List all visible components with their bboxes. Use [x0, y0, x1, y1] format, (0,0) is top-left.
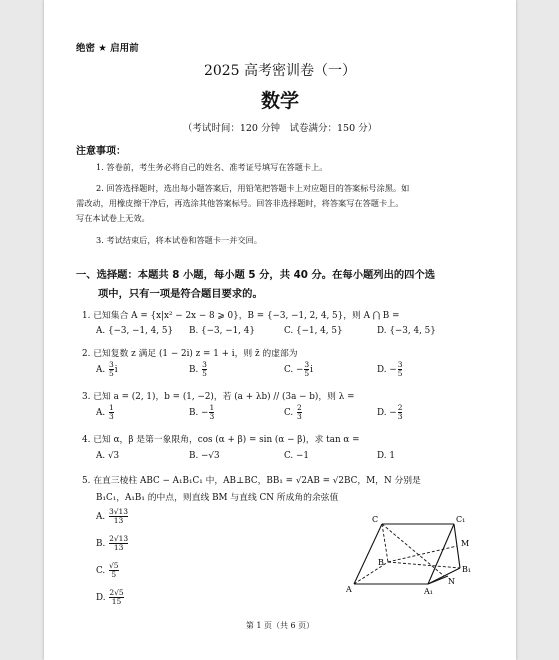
- note-item-2-line1: 2. 回答选择题时，选出每小题答案后，用铅笔把答题卡上对应题目的答案标号涂黑。如: [96, 183, 410, 193]
- prism-figure: [344, 512, 474, 602]
- q5-c-fraction: $\frac{√5}{5}$: [109, 561, 119, 579]
- q2-option-a: A. $\frac{3}{5}$ i: [96, 360, 118, 378]
- page-footer: 第 1 页（共 6 页）: [245, 621, 315, 630]
- q1-option-b: B. {−3, −1, 4}: [189, 326, 255, 336]
- q5-a-fraction: $\frac{3√13}{13}$: [108, 507, 129, 525]
- q3-option-c: C. $\frac{2}{3}$: [284, 403, 302, 421]
- q5-option-a: A. $\frac{3√13}{13}$: [96, 507, 129, 525]
- q3-b-fraction: $\frac{1}{3}$: [209, 403, 215, 421]
- q2-a-fraction: $\frac{3}{5}$: [108, 360, 114, 378]
- q1-option-a: A. {−3, −1, 4, 5}: [96, 326, 174, 336]
- q1-stem: 1. 已知集合 A = {x|x² − 2x − 8 ⩾ 0}，B = {−3, −1, 2, 4, 5}，则 A ⋂ B =: [82, 311, 400, 321]
- q4-option-d: D. 1: [377, 451, 395, 461]
- section-heading: [76, 266, 435, 304]
- q2-option-d: D. − $\frac{3}{5}$: [377, 360, 403, 378]
- q3-a-fraction: $\frac{1}{3}$: [108, 403, 114, 421]
- q5-stem-line2: B₁C₁，A₁B₁ 的中点，则直线 BM 与直线 CN 所成角的余弦值: [96, 493, 339, 503]
- notes-heading: 注意事项：: [76, 146, 126, 157]
- label-b1: B₁: [462, 565, 472, 574]
- label-a: A: [346, 585, 352, 594]
- note-item-2-line2: 需改动，用橡皮擦干净后，再选涂其他答案标号。回答非选择题时，将答案写在答题卡上。: [76, 198, 404, 208]
- q4-option-c: C. −1: [284, 451, 309, 461]
- q1-option-d: D. {−3, 4, 5}: [377, 326, 436, 336]
- confidential-label: 绝密 ★ 启用前: [76, 43, 139, 54]
- note-item-2-line3: 写在本试卷上无效。: [76, 213, 150, 223]
- q5-stem-line1: 5. 在直三棱柱 ABC − A₁B₁C₁ 中，AB⊥BC，BB₁ = √2AB = √2BC，M，N 分别是: [82, 476, 421, 486]
- q4-option-a: A. √3: [96, 451, 120, 461]
- hidden-edge-b-b1: [388, 562, 460, 568]
- q3-d-fraction: $\frac{2}{3}$: [397, 403, 403, 421]
- label-c1: C₁: [456, 515, 466, 524]
- note-item-1: 1. 答卷前，考生务必将自己的姓名、准考证号填写在答题卡上。: [96, 162, 328, 172]
- time-info: （考试时间：120 分钟 试卷满分：150 分）: [182, 123, 378, 134]
- q3-option-b: B. − $\frac{1}{3}$: [189, 403, 215, 421]
- subject-title: 数学: [260, 90, 299, 112]
- label-n: N: [448, 577, 455, 586]
- q2-b-fraction: $\frac{3}{5}$: [202, 360, 207, 378]
- q2-a-label: A.: [96, 365, 106, 375]
- q3-option-d: D. − $\frac{2}{3}$: [377, 403, 403, 421]
- q5-option-b: B. $\frac{2√13}{13}$: [96, 534, 129, 552]
- exam-page: [44, 0, 516, 660]
- q3-c-fraction: $\frac{2}{3}$: [297, 403, 302, 421]
- q5-option-c: C. $\frac{√5}{5}$: [96, 561, 119, 579]
- line-bm: [388, 546, 457, 562]
- hidden-edge-c-b: [382, 524, 388, 562]
- q1-option-c: C. {−1, 4, 5}: [284, 326, 343, 336]
- label-a1: A₁: [424, 587, 433, 596]
- q2-d-fraction: $\frac{3}{5}$: [397, 360, 403, 378]
- edge-c1-a1: [428, 524, 454, 584]
- label-b: B: [378, 558, 384, 567]
- section-line-2: 项中，只有一项是符合题目要求的。: [98, 288, 263, 300]
- q3-stem: 3. 已知 a = (2, 1)，b = (1, −2)，若 (a + λb) // (3a − b)，则 λ =: [82, 392, 355, 402]
- q2-option-b: B. $\frac{3}{5}$: [189, 360, 207, 378]
- q2-option-c: C. − $\frac{3}{5}$ i: [284, 360, 313, 378]
- q3-option-a: A. $\frac{1}{3}$: [96, 403, 114, 421]
- exam-title: 2025 高考密训卷（一）: [203, 63, 357, 79]
- q4-stem: 4. 已知 α，β 是第一象限角，cos (α + β) = sin (α − β)，求 tan α =: [82, 435, 360, 445]
- label-c: C: [372, 515, 379, 524]
- q2-c-fraction: $\frac{3}{5}$: [304, 360, 310, 378]
- label-m: M: [461, 539, 470, 548]
- note-item-3: 3. 考试结束后，将本试卷和答题卡一并交回。: [96, 235, 262, 245]
- q5-option-d: D. $\frac{2√5}{15}$: [96, 588, 124, 606]
- q2-stem: 2. 已知复数 z 满足 (1 − 2i) z = 1 + i，则 z̄ 的虚部为: [82, 349, 298, 359]
- q4-option-b: B. −√3: [189, 451, 220, 461]
- section-line-1: 一、选择题：本题共 8 小题，每小题 5 分，共 40 分。在每小题列出的四个选: [76, 269, 436, 281]
- q5-d-fraction: $\frac{2√5}{15}$: [109, 588, 124, 606]
- q5-b-fraction: $\frac{2√13}{13}$: [109, 534, 129, 552]
